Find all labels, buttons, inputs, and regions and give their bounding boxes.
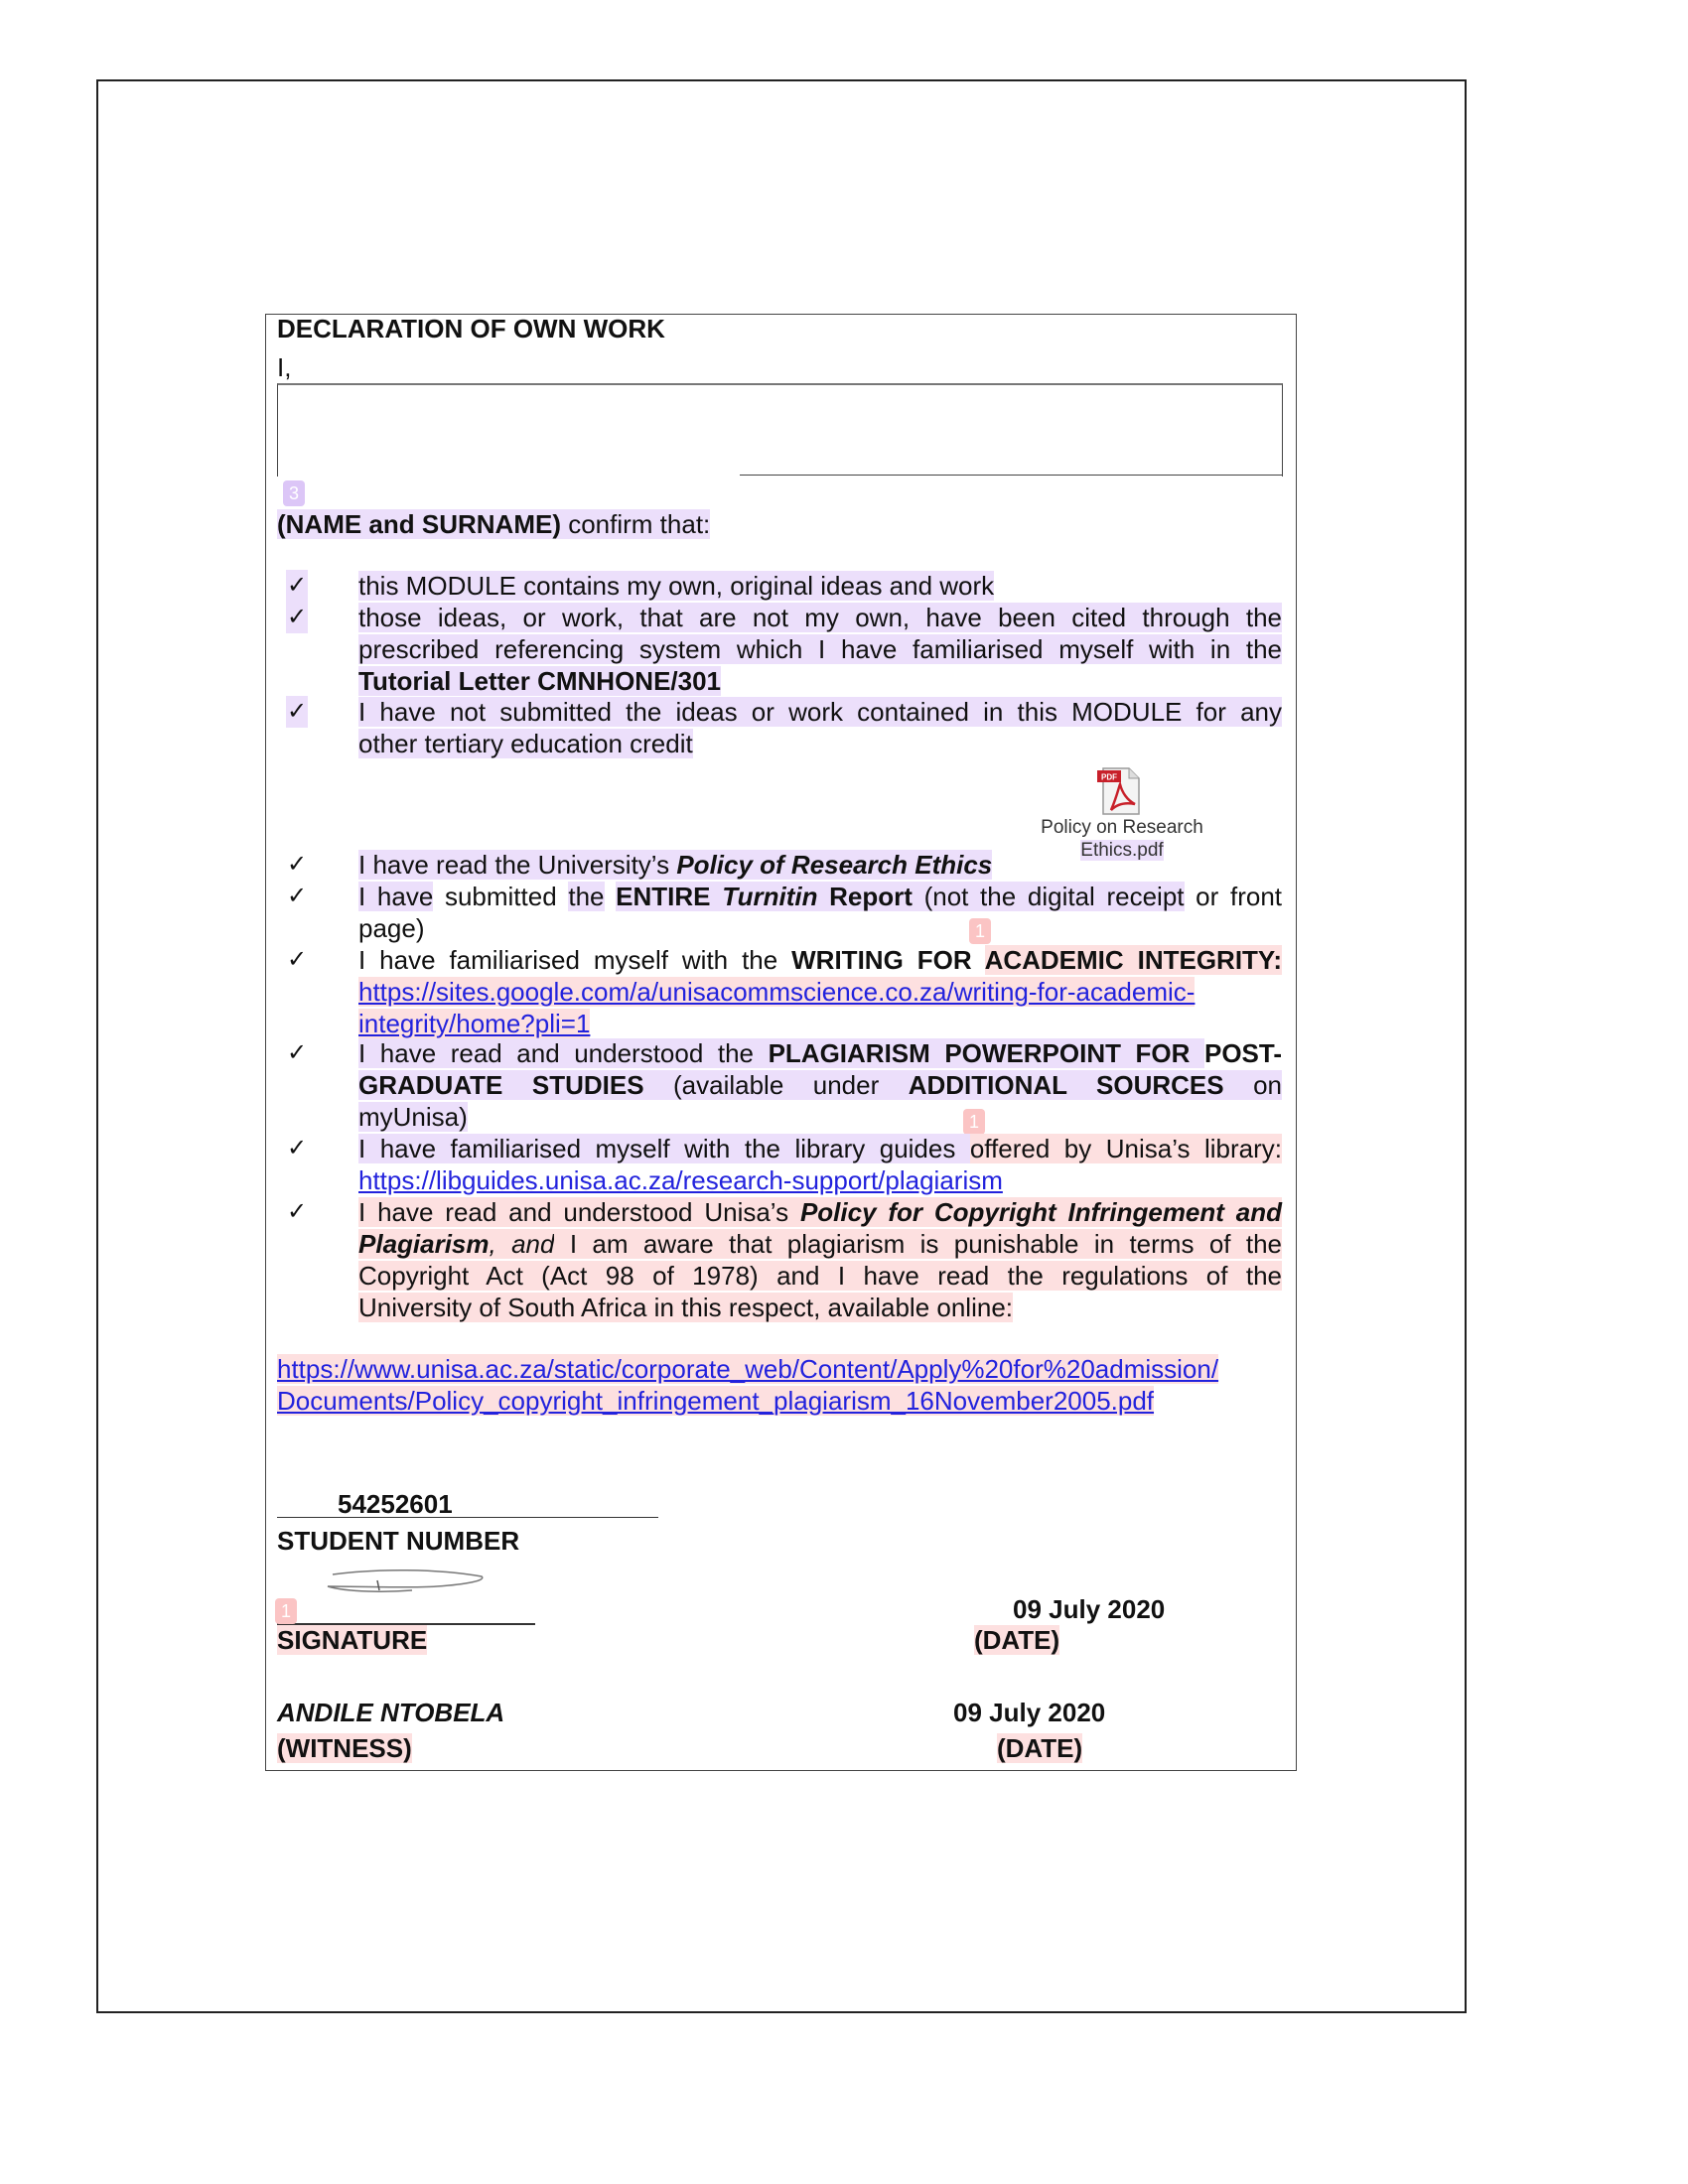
checklist-line (358, 1133, 1282, 1164)
witness-name: ANDILE NTOBELA (277, 1698, 505, 1727)
text-segment: WRITING FOR (791, 945, 985, 975)
text-segment: University of South Africa in this respect, available online: (358, 1293, 1014, 1322)
checklist-line (358, 881, 1282, 912)
policy-url-line1[interactable]: https://www.unisa.ac.za/static/corporate_web/Content/Apply%20for%20admission/ (277, 1354, 1219, 1384)
text-segment: other tertiary education credit (358, 729, 693, 758)
checklist-line (358, 912, 1282, 944)
text-segment: Copyright Act (Act 98 of 1978) and I have read the regulations of the (358, 1261, 1282, 1291)
checkmark-icon: ✓ (286, 602, 308, 633)
checklist-line (358, 728, 1282, 759)
confirm-line (277, 508, 710, 540)
checklist-line (358, 602, 1282, 633)
svg-text:PDF: PDF (1101, 772, 1117, 782)
text-segment: ENTIRE (616, 882, 723, 911)
link[interactable]: https://sites.google.com/a/unisacommscience.co.za/writing-for-academic- (358, 977, 1196, 1007)
checkmark-icon: ✓ (286, 946, 308, 973)
checkmark-icon: ✓ (286, 1039, 308, 1066)
text-segment: I have (358, 882, 434, 911)
text-segment: Turnitin (722, 882, 818, 911)
text-segment: I have read and understood Unisa’s (358, 1197, 800, 1227)
checkmark-icon: ✓ (286, 696, 308, 728)
text-segment: (available under (643, 1070, 909, 1100)
text-segment: myUnisa) (358, 1102, 468, 1132)
checklist-line (358, 570, 1282, 602)
pdf-file-icon[interactable] (1089, 766, 1149, 816)
checklist-line (358, 944, 1282, 976)
text-segment (605, 882, 617, 911)
checklist-line (358, 1069, 1282, 1101)
checkmark-icon: ✓ (286, 1198, 308, 1225)
text-segment: I have familiarised myself with the library guides (358, 1134, 970, 1163)
attachment-label-line2: Ethics.pdf (1080, 840, 1164, 861)
text-segment: those ideas, or work, that are not my own, have been cited through the (358, 603, 1282, 632)
student-number-underline (277, 1517, 658, 1518)
name-input-box[interactable] (277, 383, 1283, 477)
checklist-line (358, 1008, 1282, 1039)
witness-date: 09 July 2020 (953, 1698, 1106, 1727)
signature-label: SIGNATURE (277, 1625, 428, 1655)
text-segment: ACADEMIC INTEGRITY: (984, 945, 1282, 975)
policy-url-line2[interactable]: Documents/Policy_copyright_infringement_plagiarism_16November2005.pdf (277, 1386, 1155, 1416)
checklist-line (358, 1292, 1282, 1323)
signature-date-label: (DATE) (974, 1625, 1060, 1655)
text-segment: I am aware that plagiarism is punishable in terms of the (554, 1229, 1282, 1259)
checkmark-icon: ✓ (286, 883, 308, 909)
text-segment: ADDITIONAL SOURCES (908, 1070, 1224, 1100)
text-segment: POST- (1203, 1038, 1282, 1068)
text-segment: I have not submitted the ideas or work contained in this MODULE for any (358, 697, 1282, 727)
checklist-line (358, 976, 1282, 1008)
text-segment: , and (489, 1229, 555, 1259)
link[interactable]: integrity/home?pli=1 (358, 1009, 591, 1038)
text-segment: I have familiarised myself with the (358, 945, 792, 975)
text-segment: the (568, 882, 605, 911)
text-segment: this MODULE contains my own, original ideas and work (358, 571, 995, 601)
checkmark-icon: ✓ (286, 851, 308, 878)
text-segment: (not the digital receipt (912, 882, 1185, 911)
student-number-label: STUDENT NUMBER (277, 1526, 520, 1556)
checklist-line (358, 1228, 1282, 1260)
attachment-caption[interactable] (1023, 816, 1221, 862)
text-segment: on (1223, 1070, 1282, 1100)
checklist-line (358, 1260, 1282, 1292)
text-segment: I have read and understood the (358, 1038, 769, 1068)
text-segment: Tutorial Letter CMNHONE/301 (358, 666, 722, 696)
signature-image (318, 1567, 516, 1596)
attachment-label-line1: Policy on Research (1041, 817, 1203, 838)
text-segment: offered by Unisa’s library: (969, 1134, 1282, 1163)
student-number-value: 54252601 (338, 1489, 453, 1519)
name-underline (740, 475, 1283, 476)
checklist-line (358, 696, 1282, 728)
text-segment: PLAGIARISM POWERPOINT FOR (768, 1038, 1204, 1068)
text-segment: Policy of Research Ethics (676, 850, 993, 880)
checklist-line (358, 1196, 1282, 1228)
checklist-line (358, 1164, 1282, 1196)
annotation-badge[interactable]: 1 (275, 1598, 297, 1624)
annotation-badge[interactable]: 1 (969, 918, 991, 944)
witness-label: (WITNESS) (277, 1733, 412, 1763)
text-segment: GRADUATE STUDIES (358, 1070, 644, 1100)
declaration-title: DECLARATION OF OWN WORK (277, 314, 665, 343)
checkmark-icon: ✓ (286, 1135, 308, 1161)
text-segment: I have read the University’s (358, 850, 677, 880)
text-segment: Policy for Copyright Infringement and (799, 1197, 1282, 1227)
text-segment: Plagiarism (358, 1229, 490, 1259)
witness-date-label: (DATE) (997, 1733, 1083, 1763)
checklist-line (358, 633, 1282, 665)
link[interactable]: https://libguides.unisa.ac.za/research-support/plagiarism (358, 1165, 1003, 1195)
annotation-badge[interactable]: 1 (963, 1109, 985, 1135)
name-surname-label: (NAME and SURNAME) (277, 509, 561, 539)
intro-text: I, (277, 352, 292, 382)
signature-date: 09 July 2020 (1013, 1594, 1166, 1624)
text-segment: Report (817, 882, 913, 911)
confirm-text: confirm that: (561, 509, 711, 539)
text-segment: page) (358, 913, 425, 943)
checkmark-icon: ✓ (286, 570, 308, 602)
checklist-line (358, 665, 1282, 697)
checklist-line (358, 1037, 1282, 1069)
text-segment: or front (1184, 882, 1282, 911)
text-segment: submitted (433, 882, 569, 911)
checklist-line (358, 1101, 1282, 1133)
text-segment: prescribed referencing system which I have familiarised myself with in the (358, 634, 1282, 664)
annotation-badge[interactable]: 3 (283, 480, 305, 506)
